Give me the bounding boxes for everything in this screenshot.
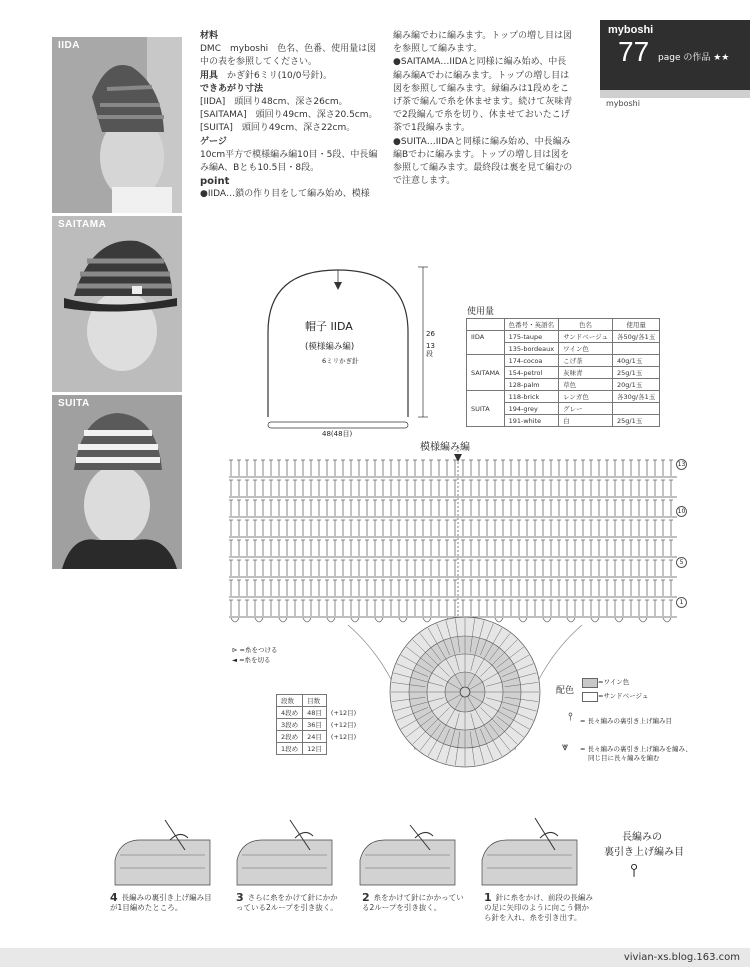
photo-iida xyxy=(52,37,182,213)
step-text: さらに糸をかけて針にかかっている2ループを引き抜く。 xyxy=(236,893,338,912)
hat-needle: 6ミリかぎ針 xyxy=(322,357,359,365)
step-number: 4 xyxy=(110,891,118,904)
row-label: 13 xyxy=(677,461,686,468)
increase-header xyxy=(326,695,360,707)
usage-code: 118-brick xyxy=(504,391,559,403)
symbol-2a-text: = 長々編みの裏引き上げ編みを編み、 xyxy=(580,745,692,753)
pattern-title: 模様編み編 xyxy=(420,442,470,453)
technique-title-1: 長編みの xyxy=(622,832,662,843)
usage-header: 使用量 xyxy=(613,319,660,331)
usage-amount xyxy=(613,403,660,415)
footer-bar xyxy=(0,948,750,967)
increase-table xyxy=(276,694,361,755)
table-row xyxy=(467,343,660,355)
increase-cell: 48目 xyxy=(303,707,327,719)
symbol-2b-text: 同じ目に長々編みを編む xyxy=(588,754,660,762)
usage-amount: 25g/1玉 xyxy=(613,415,660,427)
chain-loop xyxy=(255,618,263,622)
row-label: 10 xyxy=(677,508,686,515)
increase-cell: 36目 xyxy=(303,719,327,731)
increase-cell: (+12目) xyxy=(330,709,357,717)
usage-amount: 40g/1玉 xyxy=(613,355,660,367)
legend-cut-text: =糸を切る xyxy=(239,656,271,664)
usage-amount: 25g/1玉 xyxy=(613,367,660,379)
step-2 xyxy=(362,893,467,913)
crown-increase-chart xyxy=(340,600,590,785)
usage-amount: 20g/1玉 xyxy=(613,379,660,391)
tools-heading: 用具 xyxy=(200,70,219,81)
materials-heading: 材料 xyxy=(200,31,219,41)
table-row xyxy=(467,391,660,403)
step-text: 針に糸をかけ、前段の長編みの足に矢印のように向こう側から針を入れ、糸を引き出す。 xyxy=(484,893,593,922)
chain-loop xyxy=(591,618,599,622)
usage-code: 135-bordeaux xyxy=(504,343,559,355)
color-sand-text: =サンドベージュ xyxy=(598,692,649,700)
legend-attach: ⊳ =糸をつける xyxy=(232,646,278,654)
table-row xyxy=(277,695,361,707)
row-label: 1 xyxy=(676,597,687,608)
step-3 xyxy=(236,893,341,913)
hat-rows: 13段 xyxy=(426,342,435,358)
step-number: 3 xyxy=(236,891,244,904)
usage-code: 194-grey xyxy=(504,403,559,415)
page-number: 77 xyxy=(618,36,650,67)
photo-label: SUITA xyxy=(58,398,90,409)
tools-text: かぎ針6ミリ(10/0号針)。 xyxy=(227,70,332,81)
symbol-post-increase-icon: ⩔ xyxy=(562,740,569,753)
increase-cell: (+12目) xyxy=(330,721,357,729)
color-swatch-sand xyxy=(582,692,598,702)
increase-header: 目数 xyxy=(303,695,327,707)
usage-code: 191-white xyxy=(504,415,559,427)
usage-code: 154-petrol xyxy=(504,367,559,379)
color-swatch-wine xyxy=(582,678,598,688)
increase-cell: 3段め xyxy=(277,719,303,731)
usage-amount: 各50g/各1玉 xyxy=(613,331,660,343)
photo-iida-image xyxy=(52,37,182,213)
usage-model xyxy=(467,391,505,403)
size-iida: [IIDA] 頭回り48cm、深さ26cm。 xyxy=(200,97,348,108)
table-row xyxy=(277,707,361,719)
usage-model xyxy=(467,343,505,355)
usage-amount: 各30g/各1玉 xyxy=(613,391,660,403)
legend-attach-text: =糸をつける xyxy=(239,646,278,654)
increase-cell: 12目 xyxy=(303,743,327,755)
usage-code: 174-cocoa xyxy=(504,355,559,367)
hat-title: 帽子 IIDA xyxy=(305,320,353,333)
chain-loop xyxy=(615,618,623,622)
increase-cell: 24目 xyxy=(303,731,327,743)
usage-model: SAITAMA xyxy=(467,367,505,379)
color-wine-text: =ワイン色 xyxy=(598,678,630,686)
row-label: 5 xyxy=(676,557,687,568)
table-row xyxy=(467,331,660,343)
photo-saitama xyxy=(52,216,182,392)
step2-fabric xyxy=(360,840,455,885)
photo-suita xyxy=(52,395,182,569)
table-row xyxy=(467,403,660,415)
usage-header-row xyxy=(467,319,660,331)
increase-cell: 4段め xyxy=(277,707,303,719)
usage-amount xyxy=(613,343,660,355)
usage-name: サンドベージュ xyxy=(559,331,613,343)
step3-fabric xyxy=(237,840,332,885)
header-rule xyxy=(600,90,750,98)
size-saitama: [SAITAMA] 頭回り49cm、深さ20.5cm。 xyxy=(200,110,378,121)
chain-loop xyxy=(639,618,647,622)
chain-loop xyxy=(303,618,311,622)
usage-model xyxy=(467,355,505,367)
step-text: 長編みの裏引き上げ編み目が1目編めたところ。 xyxy=(110,893,212,912)
step-number: 1 xyxy=(484,891,492,904)
saitama-text: ●SAITAMA…IIDAと同様に編み始め、中長編み編Aでわに編みます。トップの増し目は図を参照して編みます。縁編みは1段めをこげ茶で編んで糸を休ませます。続けて灰味青で2段編んで糸を切り、休ませておいたこげ茶で1段編みます。 xyxy=(393,57,573,134)
table-row xyxy=(277,743,361,755)
header-sub: myboshi xyxy=(606,99,640,108)
chain-loop xyxy=(279,618,287,622)
increase-cell: 2段め xyxy=(277,731,303,743)
usage-header: 色名 xyxy=(559,319,613,331)
point-text: ●IIDA…鎖の作り目をして編み始め、模様 xyxy=(200,189,370,200)
usage-model: SUITA xyxy=(467,403,505,415)
photo-suita-image xyxy=(52,395,182,569)
usage-code: 175-taupe xyxy=(504,331,559,343)
suita-text: ●SUITA…IIDAと同様に編み始め、中長編み編Bでわに編みます。トップの増し目は図を参照して編みます。最終段は裏を見て編むので注意します。 xyxy=(393,136,573,187)
usage-name: 灰味青 xyxy=(559,367,613,379)
point-heading: point xyxy=(200,176,230,188)
technique-symbol-icon: ⫯ xyxy=(630,860,638,881)
usage-name: 草色 xyxy=(559,379,613,391)
symbol-1-text: = 長々編みの裏引き上げ編み目 xyxy=(580,717,673,725)
usage-header: 色番号・英語名 xyxy=(504,319,559,331)
step-number: 2 xyxy=(362,891,370,904)
table-row xyxy=(467,355,660,367)
legend-cut: ◄ =糸を切る xyxy=(232,656,271,664)
color-legend-label: 配色 xyxy=(556,686,575,696)
materials-text: DMC myboshi 色名、色番、使用量は図中の表を参照してください。 xyxy=(200,44,377,68)
photo-label: IIDA xyxy=(58,40,80,51)
table-row xyxy=(277,731,361,743)
usage-name: 白 xyxy=(559,415,613,427)
page-text: page の作品 ★★ xyxy=(658,53,730,63)
chain-loop xyxy=(327,618,335,622)
footer-url[interactable]: vivian-xs.blog.163.com xyxy=(623,952,740,963)
increase-cell xyxy=(326,743,360,755)
size-heading: できあがり寸法 xyxy=(200,83,264,94)
hat-width: 48(48目) xyxy=(322,430,353,438)
table-row xyxy=(467,415,660,427)
instructions-right-column xyxy=(393,30,575,188)
usage-name: グレー xyxy=(559,403,613,415)
step1-fabric xyxy=(482,840,577,885)
pattern-line: 編み編でわに編みます。トップの増し目は図を参照して編みます。 xyxy=(393,31,573,55)
chain-loop xyxy=(663,618,671,622)
gauge-heading: ゲージ xyxy=(200,136,227,147)
step-4 xyxy=(110,893,215,913)
header-brand: myboshi xyxy=(608,24,654,36)
usage-name: レンガ色 xyxy=(559,391,613,403)
photo-saitama-image xyxy=(52,216,182,392)
hat-subtitle: (模様編み編) xyxy=(305,342,355,352)
step-illustrations xyxy=(110,810,600,890)
photo-label: SAITAMA xyxy=(58,219,107,230)
usage-name: ワイン色 xyxy=(559,343,613,355)
usage-model xyxy=(467,379,505,391)
step-text: 糸をかけて針にかかっている2ループを引き抜く。 xyxy=(362,893,464,912)
table-row xyxy=(467,379,660,391)
table-row xyxy=(467,367,660,379)
size-suita: [SUITA] 頭回り49cm、深さ22cm。 xyxy=(200,123,356,134)
increase-header: 段数 xyxy=(277,695,303,707)
usage-table xyxy=(466,318,660,427)
step4-fabric xyxy=(115,840,210,885)
instructions-left-column xyxy=(200,30,380,202)
usage-name: こげ茶 xyxy=(559,355,613,367)
usage-model: IIDA xyxy=(467,331,505,343)
gauge-text: 10cm平方で模様編み編10目・5段、中長編み編A、Bとも10.5目・8段。 xyxy=(200,149,378,174)
technique-title-2: 裏引き上げ編み目 xyxy=(604,847,684,858)
step-1 xyxy=(484,893,594,923)
increase-cell: (+12目) xyxy=(330,733,357,741)
usage-title: 使用量 xyxy=(467,307,495,317)
usage-model xyxy=(467,415,505,427)
chain-loop xyxy=(231,618,239,622)
increase-cell: 1段め xyxy=(277,743,303,755)
page-header xyxy=(600,20,750,90)
table-row xyxy=(277,719,361,731)
usage-code: 128-palm xyxy=(504,379,559,391)
symbol-post-stitch-icon: ⫯ xyxy=(568,710,573,723)
hat-depth: 26 xyxy=(426,330,435,338)
